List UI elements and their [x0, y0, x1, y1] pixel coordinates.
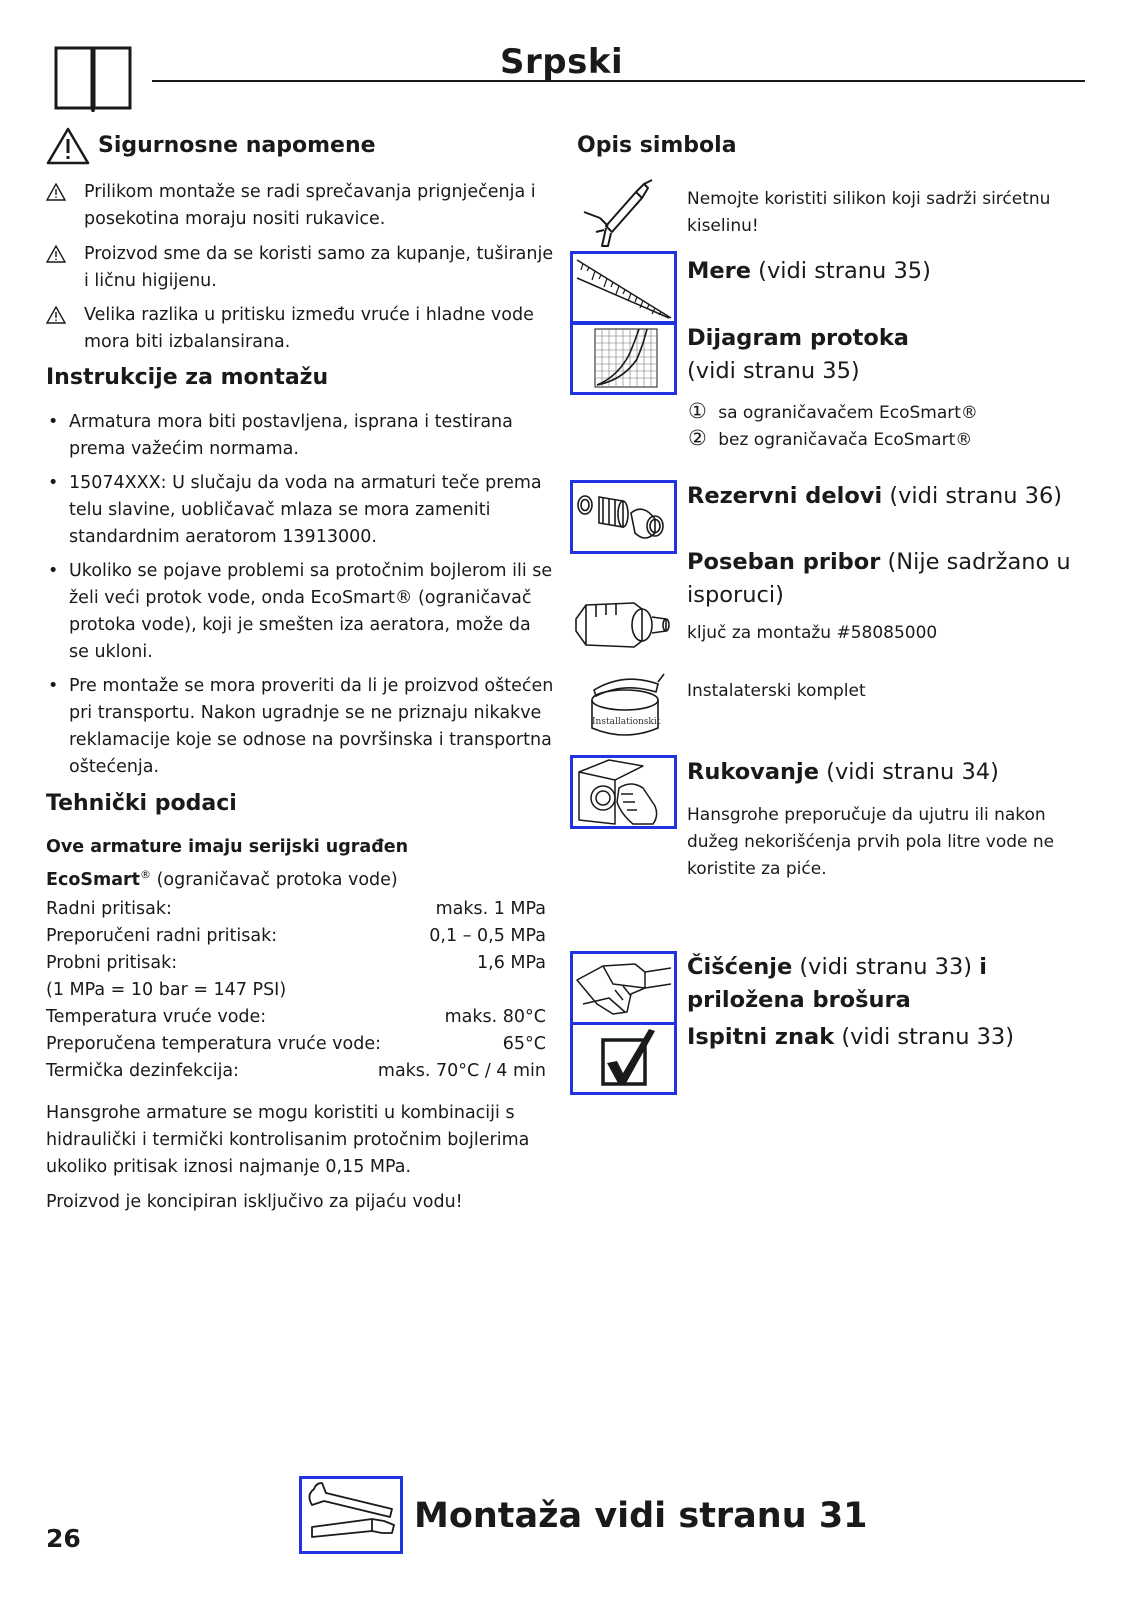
assembly-key-icon [572, 597, 672, 651]
installation-item [46, 558, 556, 666]
flow-bold: Dijagram protoka [687, 325, 909, 351]
test-bold: Ispitni znak [687, 1024, 835, 1050]
flow-rest: (vidi stranu 35) [687, 358, 860, 384]
dimensions-label [687, 255, 1087, 288]
technical-paragraph: Proizvod je koncipiran isključivo za pijaću vodu! [46, 1192, 463, 1212]
safety-heading: Sigurnosne napomene [98, 133, 376, 158]
spec-value: 1,6 MPa [477, 953, 546, 973]
tools-icon [299, 1476, 403, 1554]
installation-heading: Instrukcije za montažu [46, 365, 329, 390]
ecosmart-brand: EcoSmart [46, 869, 140, 890]
installation-text: Ukoliko se pojave problemi sa protočnim bojlerom ili se želi veći protok vode, onda EcoSmart® (ograničavač protoka vode), koji je smešten iza aeratora, može da se ukloni. [69, 561, 553, 662]
technical-intro-rest: (ograničavač protoka vode) [151, 869, 398, 890]
spec-label: Preporučena temperatura vruće vode: [46, 1034, 382, 1054]
spec-row [46, 950, 546, 977]
cleaning-label [687, 951, 1067, 1017]
test-rest: (vidi stranu 33) [834, 1024, 1015, 1050]
installation-text: 15074XXX: U slučaju da voda na armaturi teče prema telu slavine, uobličavač mlaza se mora zameniti standardnim aeratorom 13913000. [69, 473, 542, 547]
accessories-rest: (Nije sadržano u isporuci) [687, 549, 1071, 608]
safety-item [46, 302, 556, 356]
kit-label: Installationskit [592, 717, 661, 727]
installation-kit-icon [584, 670, 666, 740]
flow-item-number: ② [688, 426, 707, 450]
page-number: 26 [46, 1524, 81, 1553]
technical-paragraph: Hansgrohe armature se mogu koristiti u kombinaciji s hidraulički i termički kontrolisanim protočnim bojlerima ukoliko pritisak iznosi najmanje 0,15 MPa. [46, 1103, 530, 1177]
page-title: Srpski [500, 42, 624, 82]
safety-text: Proizvod sme da se koristi samo za kupanje, tuširanje i ličnu higijenu. [84, 244, 554, 291]
bullet: • [48, 676, 59, 696]
spec-value: maks. 1 MPa [435, 899, 546, 919]
warning-icon [46, 245, 66, 263]
cleaning-bold2: i priložena brošura [687, 954, 987, 1013]
safety-text: Velika razlika u pritisku između vruće i hladne vode mora biti izbalansirana. [84, 305, 534, 352]
spec-label: Temperatura vruće vode: [46, 1007, 267, 1027]
flow-item-number: ① [688, 399, 707, 423]
operation-note: Hansgrohe preporučuje da ujutru ili nakon dužeg nekorišćenja prvih pola litre vode ne koristite za piće. [687, 805, 1055, 879]
key-note: ključ za montažu #58085000 [687, 623, 938, 643]
test-mark-icon [570, 1022, 677, 1095]
flow-item-text: sa ograničavačem EcoSmart® [718, 403, 978, 423]
installation-item [46, 673, 556, 781]
flow-item-text: bez ograničavača EcoSmart® [718, 430, 973, 450]
spec-row [46, 1004, 546, 1031]
spec-row [46, 1031, 546, 1058]
safety-item [46, 179, 556, 233]
accessories-bold: Poseban pribor [687, 549, 881, 575]
spec-label: (1 MPa = 10 bar = 147 PSI) [46, 980, 287, 1000]
spec-value: maks. 70°C / 4 min [377, 1061, 546, 1081]
assembly-reference: Montaža vidi stranu 31 [414, 1496, 868, 1536]
dimensions-bold: Mere [687, 258, 752, 284]
technical-heading: Tehnički podaci [46, 791, 237, 816]
cleaning-bold: Čišćenje [687, 954, 793, 980]
safety-text: Prilikom montaže se radi sprečavanja prignječenja i posekotina moraju nositi rukavice. [84, 182, 536, 229]
bullet: • [48, 561, 59, 581]
spare-bold: Rezervni delovi [687, 483, 883, 509]
technical-intro-line2 [46, 861, 556, 894]
accessories-label [687, 546, 1087, 612]
cleaning-rest: (vidi stranu 33) [792, 954, 980, 980]
spec-value: maks. 80°C [444, 1007, 546, 1027]
operation-icon [570, 755, 677, 829]
spec-label: Termička dezinfekcija: [46, 1061, 240, 1081]
technical-intro-bold: Ove armature imaju serijski ugrađen [46, 837, 409, 857]
spec-row [46, 1058, 546, 1085]
flow-label [687, 322, 1087, 388]
warning-icon [46, 183, 66, 201]
spec-row [46, 896, 546, 923]
dimensions-rest: (vidi stranu 35) [751, 258, 931, 284]
symbols-heading: Opis simbola [577, 133, 737, 158]
flow-item [688, 425, 972, 454]
safety-item [46, 241, 556, 295]
installation-item [46, 470, 556, 551]
spec-label: Probni pritisak: [46, 953, 178, 973]
bullet: • [48, 412, 59, 432]
silicone-gun-icon [578, 178, 658, 250]
silicone-note: Nemojte koristiti silikon koji sadrži sirćetnu kiselinu! [687, 189, 1051, 236]
test-label [687, 1021, 1087, 1054]
spec-value: 65°C [502, 1034, 546, 1054]
operation-rest: (vidi stranu 34) [819, 759, 999, 785]
installation-text: Pre montaže se mora proveriti da li je proizvod oštećen pri transportu. Nakon ugradnje se ne priznaju nikakve reklamacije koje se odnose na površinska i transportna oštećenja. [69, 676, 554, 777]
operation-bold: Rukovanje [687, 759, 820, 785]
kit-note: Instalaterski komplet [687, 681, 866, 701]
book-icon [54, 46, 132, 112]
technical-intro [46, 834, 556, 894]
spare-rest: (vidi stranu 36) [882, 483, 1063, 509]
spare-label [687, 480, 1087, 513]
installation-item [46, 409, 556, 463]
spare-parts-icon [570, 480, 677, 554]
operation-label [687, 756, 1087, 789]
spec-label: Preporučeni radni pritisak: [46, 926, 278, 946]
dimensions-icon [570, 251, 677, 324]
cleaning-icon [570, 951, 677, 1025]
installation-text: Armatura mora biti postavljena, isprana i testirana prema važećim normama. [69, 412, 513, 459]
flow-item [688, 398, 978, 427]
registered-mark: ® [140, 868, 151, 881]
warning-triangle-icon [46, 127, 90, 165]
flow-diagram-icon [570, 322, 677, 395]
bullet: • [48, 473, 59, 493]
warning-icon [46, 306, 66, 324]
spec-label: Radni pritisak: [46, 899, 172, 919]
spec-value: 0,1 – 0,5 MPa [429, 926, 546, 946]
spec-row [46, 977, 546, 1004]
spec-row [46, 923, 546, 950]
